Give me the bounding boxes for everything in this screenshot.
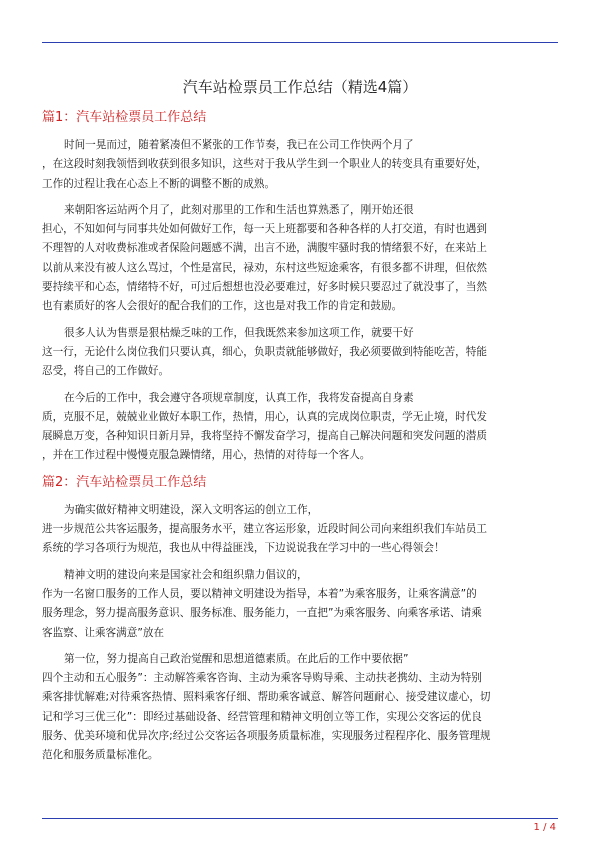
- document-body: [42, 76, 558, 773]
- paragraph: [42, 389, 558, 466]
- text-line: 展瞬息万变，各种知识日新月异，我将坚持不懈发奋学习，提高自己解决问题和突发问题的潜质: [42, 430, 487, 443]
- text-line: 在今后的工作中，我会遵守各项规章制度，认真工作，我将发奋提高自身素: [64, 391, 414, 404]
- text-line: 很多人认为售票是狠枯燥乏味的工作，但我既然来参加这项工作，就要干好: [64, 326, 414, 339]
- text-line: 质，克服不足，兢兢业业做好本职工作，热情，用心，认真的完成岗位职责，学无止境，时代发: [42, 410, 487, 423]
- paragraph: [42, 650, 558, 766]
- header-rule: [42, 42, 558, 43]
- text-line: ，并在工作过程中慢慢克服急躁情绪，用心，热情的对待每一个客人。: [42, 449, 371, 462]
- text-line: 也有素质好的客人会很好的配合我们的工作，这也是对我工作的肯定和鼓励。: [42, 300, 403, 313]
- section-2: [42, 473, 558, 766]
- section-heading: 篇1：汽车站检票员工作总结: [42, 110, 207, 125]
- text-line: 忍受，将自己的工作做好。: [42, 365, 170, 378]
- section-heading: 篇2：汽车站检票员工作总结: [42, 474, 207, 490]
- text-line: 担心，不知如何与同事共处如何做好工作，每一天上班都要和各种各样的人打交道，有时也遇到: [42, 223, 487, 236]
- text-line: 进一步规范公共客运服务，提高服务水平，建立客运形象，近段时间公司向来组织我们车站员工: [42, 523, 487, 536]
- text-line: 要持续平和心态，情绪特不好，可过后想想也没必要难过，好多时候只要忍过了就没事了，当然: [42, 281, 487, 294]
- text-line: 服务、优美环境和优异次序;经过公交客运各项服务质量标准，实现服务过程程序化、服务管理规: [42, 730, 491, 743]
- text-line: 以前从来没有被人这么骂过，个性是富民，禄劝，东村这些短途乘客，有很多都不讲理，但依然: [42, 261, 487, 274]
- document-title: 汽车站检票员工作总结（精选4篇）: [182, 78, 418, 96]
- paragraph: [42, 566, 558, 643]
- text-line: 范化和服务质量标准化。: [42, 749, 159, 762]
- text-line: 乘客排忧解难;对待乘客热情、照料乘客仔细、帮助乘客诚意、解答问题耐心、接受建议虚心，切: [42, 691, 491, 704]
- text-line: ，在这段时刻我领悟到收获到很多知识，这些对于我从学生到一个职业人的转变具有重要好处，: [42, 158, 487, 171]
- text-line: 为确实做好精神文明建设，深入文明客运的创立工作，: [64, 503, 319, 516]
- text-line: 作为一名窗口服务的工作人员，要以精神文明建设为指导，本着”为乘客服务，让乘客满意”的: [42, 587, 477, 600]
- text-line: 精神文明的建设向来是国家社会和组织鼎力倡议的，: [64, 568, 308, 581]
- text-line: 四个主动和五心服务”：主动解答乘客咨询、主动为乘客导购导乘、主动扶老携幼、主动为特别: [42, 672, 482, 685]
- footer-rule: [42, 818, 558, 819]
- section-1: [42, 108, 558, 466]
- text-line: 工作的过程让我在心态上不断的调整不断的成熟。: [42, 177, 276, 190]
- text-line: 不理智的人对收费标准或者保险问题感不满，出言不逊，满腹牢骚时我的情绪狠不好，在来站上: [42, 242, 487, 255]
- text-line: 这一行，无论什么岗位我们只要认真，细心，负职责就能够做好，我必须要做到特能吃苦，特能: [42, 345, 487, 358]
- page-number: 1 / 4: [533, 822, 556, 833]
- paragraph: [42, 324, 558, 382]
- text-line: 第一位，努力提高自己政治觉醒和思想道德素质。在此后的工作中要依据”: [64, 652, 409, 665]
- text-line: 服务理念，努力提高服务意识、服务标准、服务能力，一直把”为乘客服务、向乘客承诺、请乘: [42, 607, 482, 620]
- text-line: 客监察、让乘客满意”放在: [42, 626, 165, 639]
- text-line: 时间一晃而过，随着紧凑但不紧张的工作节奏，我已在公司工作快两个月了: [64, 139, 414, 151]
- paragraph: [42, 201, 558, 317]
- paragraph: [42, 501, 558, 559]
- text-line: 系统的学习各项行为规范，我也从中得益匪浅，下边说说我在学习中的一些心得领会！: [42, 542, 445, 555]
- text-line: 记和学习三优三化”：即经过基础设备、经营管理和精神文明创立等工作，实现公交客运的优良: [42, 710, 482, 723]
- paragraph: [42, 136, 558, 194]
- text-line: 来朝阳客运站两个月了，此刻对那里的工作和生活也算熟悉了，刚开始还很: [64, 203, 414, 216]
